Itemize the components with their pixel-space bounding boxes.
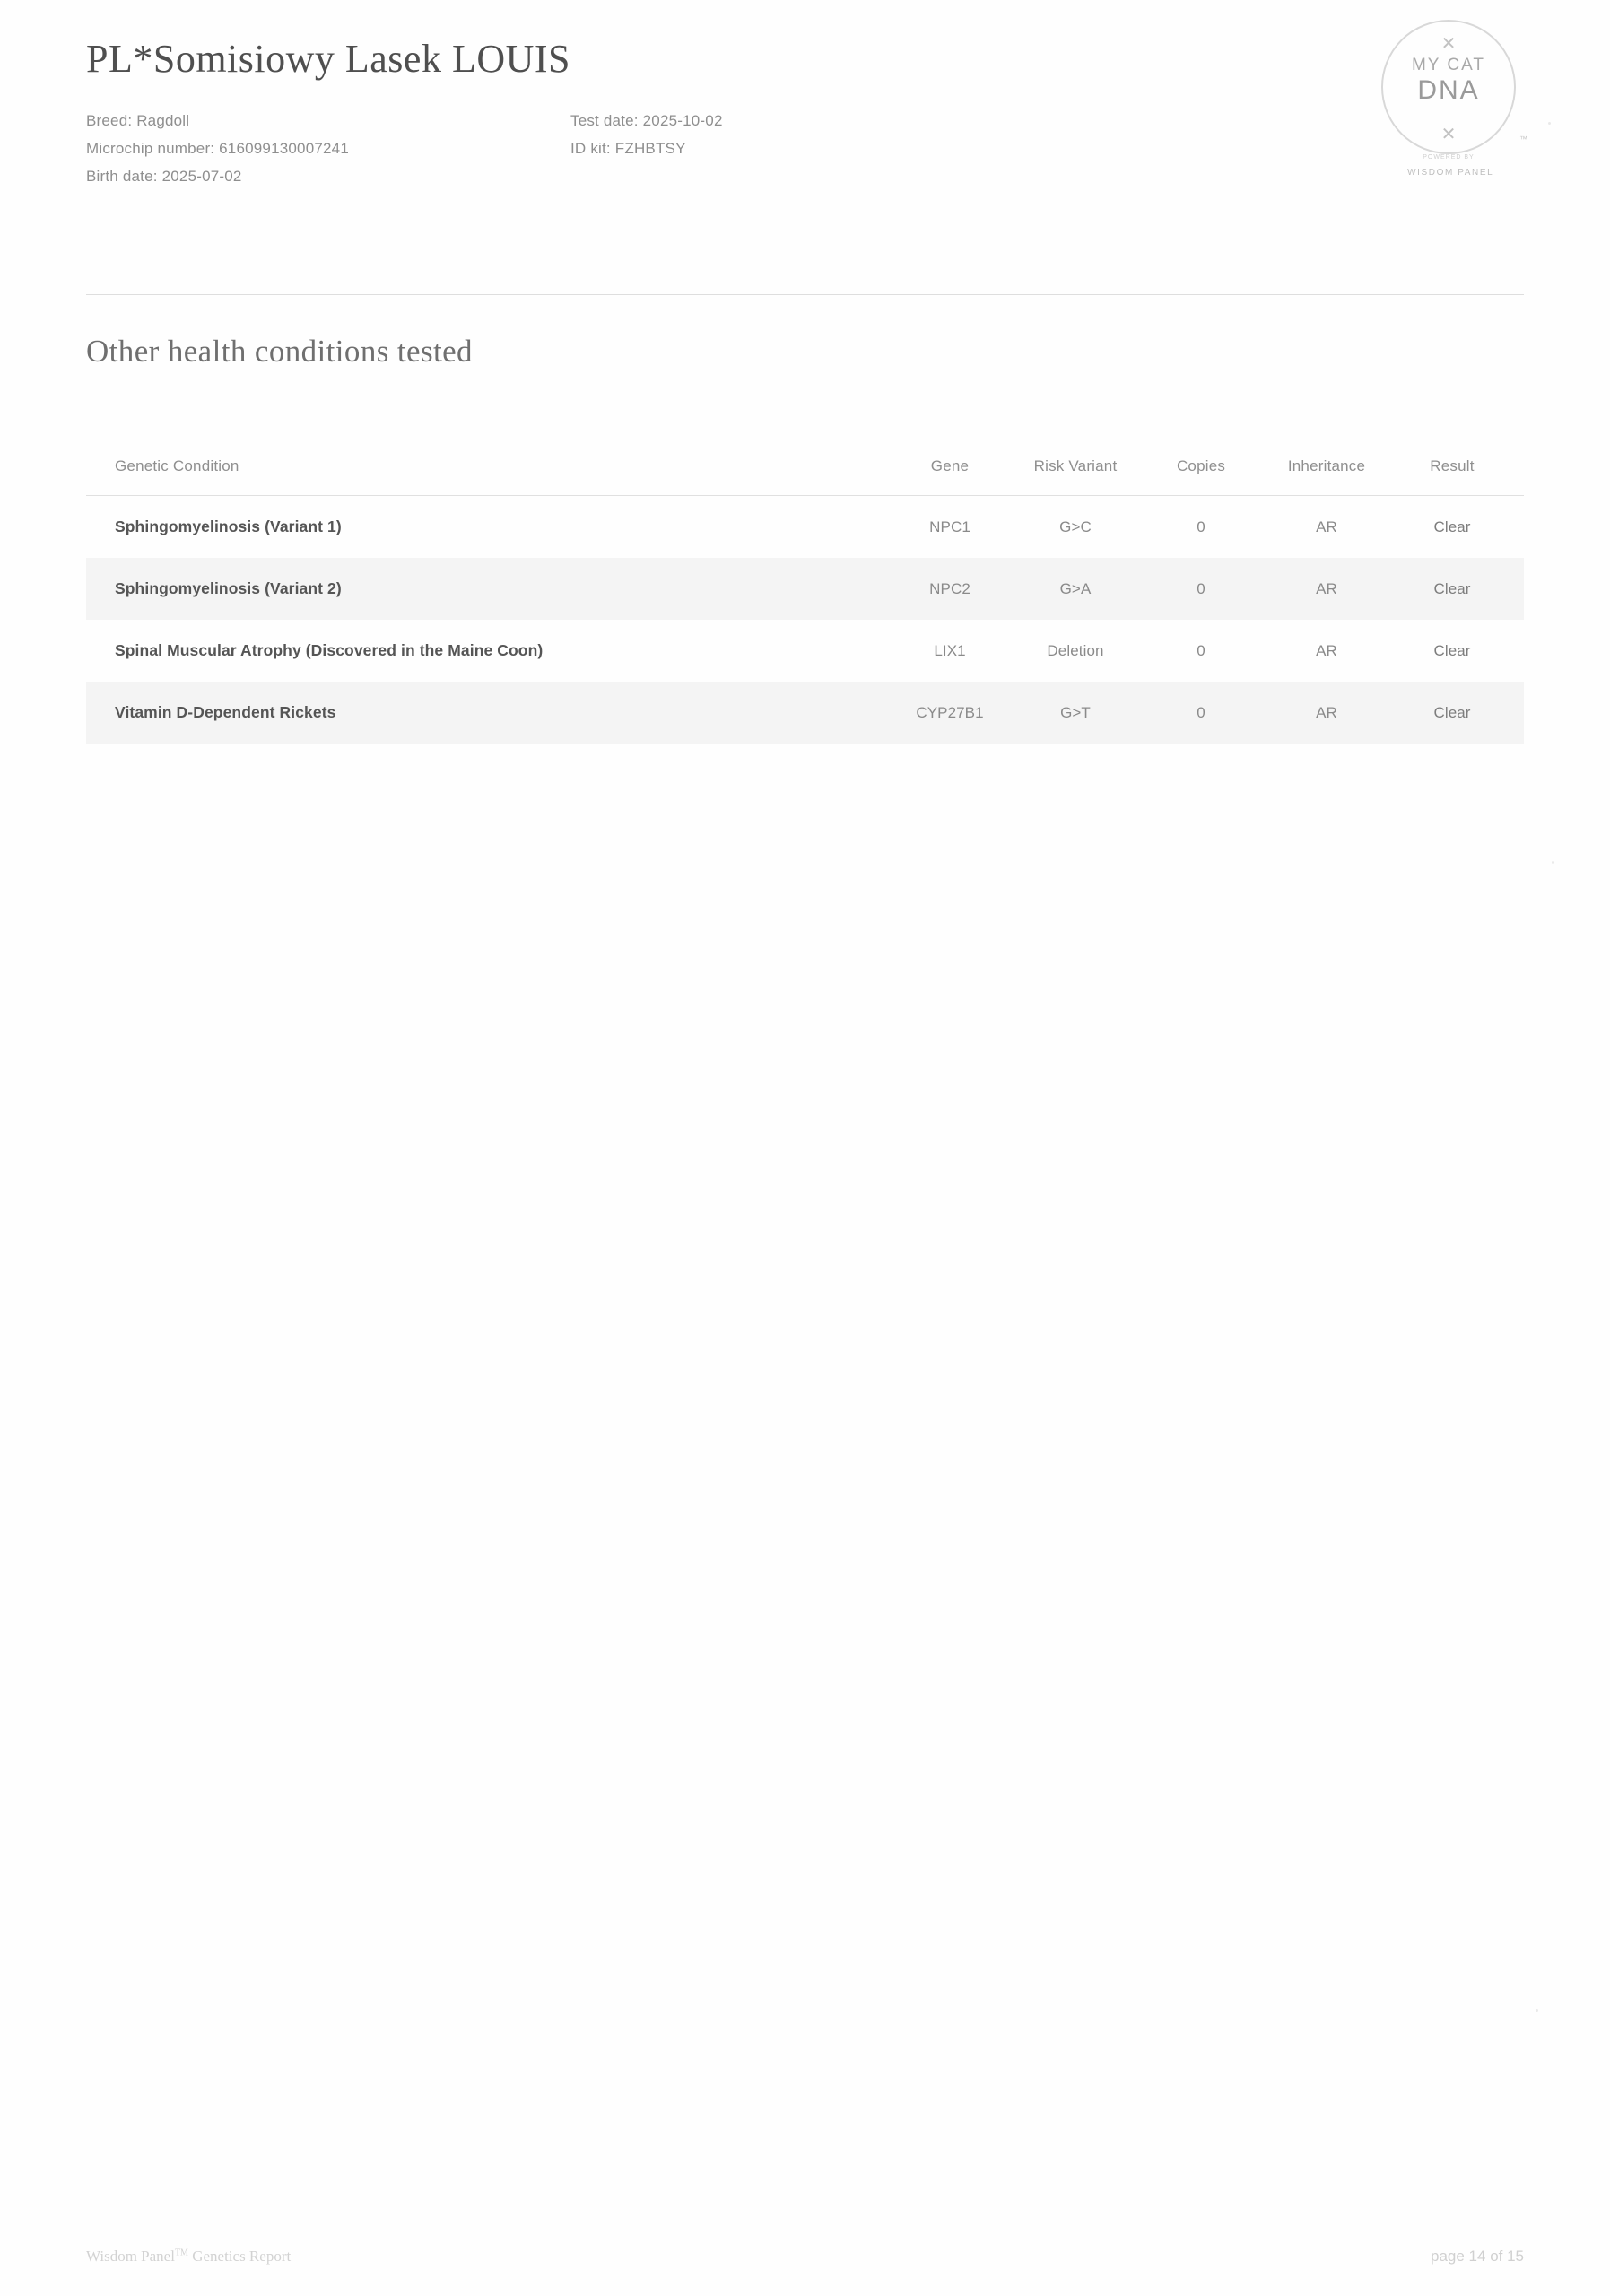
id-kit-label: ID kit: FZHBTSY [570, 140, 686, 157]
cell-copies: 0 [1197, 579, 1205, 597]
page-title: PL*Somisiowy Lasek LOUIS [86, 37, 570, 81]
mycatdna-logo [1373, 20, 1527, 178]
cell-gene: NPC1 [929, 517, 970, 535]
footer-brand-tail: Genetics Report [187, 2248, 292, 2265]
table-body [86, 496, 1524, 744]
metadata-column-left [86, 107, 570, 190]
microchip-label: Microchip number: 616099130007241 [86, 140, 349, 157]
chromosome-bottom-icon: ✕ [1440, 125, 1457, 144]
cell-risk-variant: Deletion [1047, 641, 1104, 659]
cell-condition: Sphingomyelinosis (Variant 2) [115, 579, 342, 597]
table-header-row [86, 441, 1524, 496]
conditions-table-wrapper [86, 441, 1524, 744]
footer-brand: Wisdom Panel [86, 2248, 175, 2265]
report-header [86, 36, 1524, 190]
pet-metadata [86, 107, 1524, 190]
cell-result: Clear [1433, 703, 1471, 721]
cell-risk-variant: G>A [1059, 579, 1092, 597]
cell-copies: 0 [1197, 517, 1205, 535]
cell-condition: Sphingomyelinosis (Variant 1) [115, 517, 342, 535]
cell-result: Clear [1433, 579, 1471, 597]
section-title: Other health conditions tested [86, 334, 473, 369]
cell-gene: CYP27B1 [916, 703, 984, 721]
birth-date-label: Birth date: 2025-07-02 [86, 168, 242, 185]
footer-page-number: page 14 of 15 [1431, 2248, 1524, 2265]
cell-condition: Spinal Muscular Atrophy (Discovered in the Maine Coon) [115, 641, 544, 659]
logo-line-dna: DNA [1417, 75, 1480, 105]
breed-label: Breed: Ragdoll [86, 112, 190, 129]
column-header-condition: Genetic Condition [86, 441, 896, 496]
logo-circle-icon [1381, 20, 1516, 154]
cell-inheritance: AR [1316, 517, 1337, 535]
conditions-table [86, 441, 1524, 744]
cell-copies: 0 [1197, 641, 1205, 659]
cell-risk-variant: G>C [1059, 517, 1092, 535]
footer-trademark: TM [174, 2248, 188, 2258]
logo-powered-by-label: POWERED BY [1423, 154, 1475, 161]
table-row [86, 682, 1524, 744]
cell-condition: Vitamin D-Dependent Rickets [115, 703, 336, 721]
logo-line-mycat: MY CAT [1411, 56, 1486, 74]
logo-wisdom-panel-label: WISDOM PANEL [1403, 168, 1494, 178]
cell-copies: 0 [1197, 703, 1205, 721]
cell-inheritance: AR [1316, 579, 1337, 597]
cell-inheritance: AR [1316, 703, 1337, 721]
cell-result: Clear [1433, 641, 1471, 659]
scan-artifact [1536, 2009, 1538, 2012]
chromosome-top-icon: ✕ [1440, 34, 1457, 54]
column-header-result: Result [1398, 441, 1524, 496]
cell-gene: NPC2 [929, 579, 970, 597]
column-header-inheritance: Inheritance [1255, 441, 1398, 496]
table-row [86, 496, 1524, 559]
cell-inheritance: AR [1316, 641, 1337, 659]
table-header [86, 441, 1524, 496]
column-header-copies: Copies [1147, 441, 1255, 496]
footer-report-label [86, 2248, 291, 2266]
cell-risk-variant: G>T [1060, 703, 1091, 721]
column-header-risk-variant: Risk Variant [1004, 441, 1147, 496]
header-divider [86, 294, 1524, 295]
cell-result: Clear [1433, 517, 1471, 535]
table-row [86, 620, 1524, 682]
metadata-column-right [570, 107, 929, 190]
test-date-label: Test date: 2025-10-02 [570, 112, 723, 129]
scan-artifact [1548, 122, 1551, 125]
table-row [86, 558, 1524, 620]
cell-gene: LIX1 [934, 641, 966, 659]
scan-artifact [1552, 861, 1554, 864]
trademark-icon: ™ [1519, 135, 1527, 144]
column-header-gene: Gene [896, 441, 1004, 496]
